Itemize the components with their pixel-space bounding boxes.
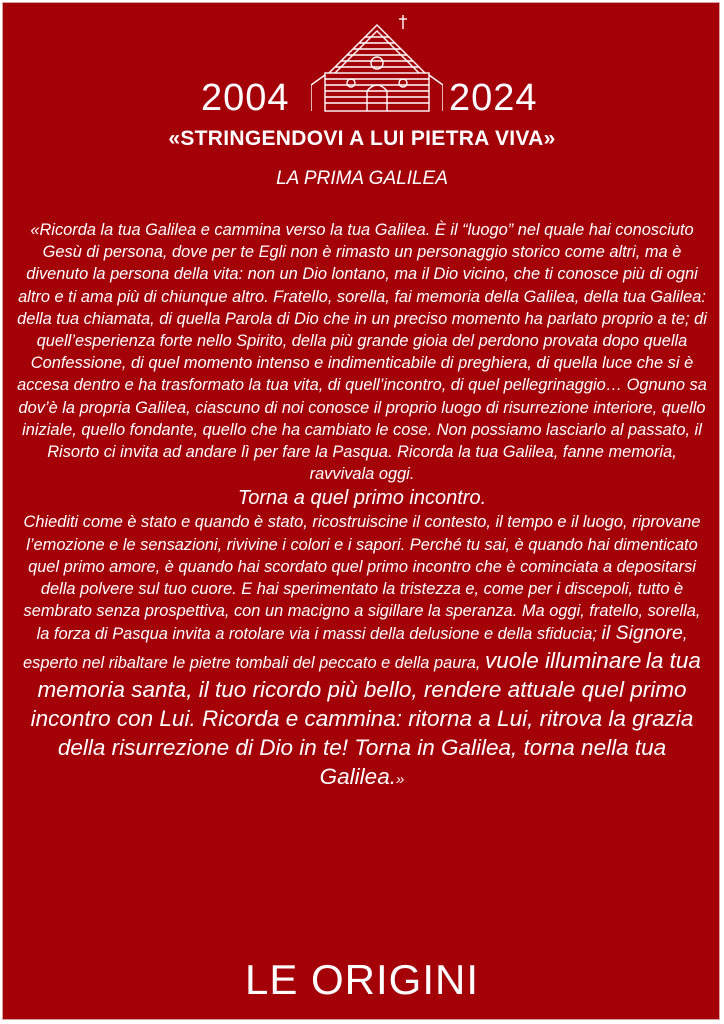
church-icon — [311, 11, 443, 115]
paragraph-2 — [15, 511, 709, 790]
paragraph-2-part-d: vuole illuminare — [485, 647, 642, 673]
year-end: 2024 — [449, 77, 538, 119]
motto-title: «STRINGENDOVI A LUI PIETRA VIVA» — [168, 127, 556, 150]
paragraph-2-part-a: Chiediti come è stato e quando è stato, ricostruiscine il contesto, il tempo e il luogo, riprovane l’emozione e le sensazioni, rivivine i colori e i sapori. Perché tu sai, è quando hai dimenticato quel primo amore, è quando hai scordato quel primo incontro che è cominciata a depositarsi della polvere sul tuo cuore. E hai sperimentato la tristezza e, come per i discepoli, tutto è sembrato senza prospettiva, con un macigno a sigillare la speranza. Ma oggi, fratello, sorella, la forza di Pasqua invita a rotolare via i massi della delusione e della sfiducia; — [23, 513, 701, 644]
paragraph-2-signore: il Signore — [601, 622, 683, 645]
paragraph-1: «Ricorda la tua Galilea e cammina verso la tua Galilea. È il “luogo” nel quale hai conosciuto Gesù di persona, dove per te Egli non è rimasto un personaggio storico come altri, ma è divenuto la persona della vita: non un Dio lontano, ma il Dio vicino, che ti conosce più di ogni altro e ti ama più di chiunque altro. Fratello, sorella, fai memoria della Galilea, della tua Galilea: della tua chiamata, di quella Parola di Dio che in un preciso momento ha parlato proprio a te; di quell’esperienza forte nello Spirito, della più grande gioia del perdono provata dopo quella Confessione, di quel momento intenso e indimenticabile di preghiera, di quella luce che si è accesa dentro e ha trasformato la tua vita, di quell’incontro, di quel pellegrinaggio… Ognuno sa dov’è la propria Galilea, ciascuno di noi conosce il proprio luogo di risurrezione interiore, quello iniziale, quello fondante, quello che ha cambiato le cose. Non possiamo lasciarlo al passato, il Risorto ci invita ad andare lì per fare la Pasqua. Ricorda la tua Galilea, fanne memoria, ravvivala oggi. — [17, 221, 707, 484]
closing-quote: » — [395, 770, 405, 788]
highlight-line: Torna a quel primo incontro. — [237, 487, 487, 510]
footer-title: LE ORIGINI — [244, 956, 480, 1003]
paragraph-2-part-e: la tua memoria santa, il tuo ricordo più bello, rendere attuale quel primo incontro con Lui. Ricorda e cammina: ritorna a Lui, ritrova la grazia della risurrezione di Dio in te! Torna in Galilea, torna nella tua Galilea. — [30, 647, 701, 789]
body-text — [15, 219, 709, 791]
year-start: 2004 — [201, 77, 290, 119]
paragraph-2-part-c: , esperto nel ribaltare le pietre tombali del peccato e della paura, — [23, 625, 688, 672]
poster — [2, 2, 720, 1020]
subtitle: LA PRIMA GALILEA — [276, 168, 448, 189]
